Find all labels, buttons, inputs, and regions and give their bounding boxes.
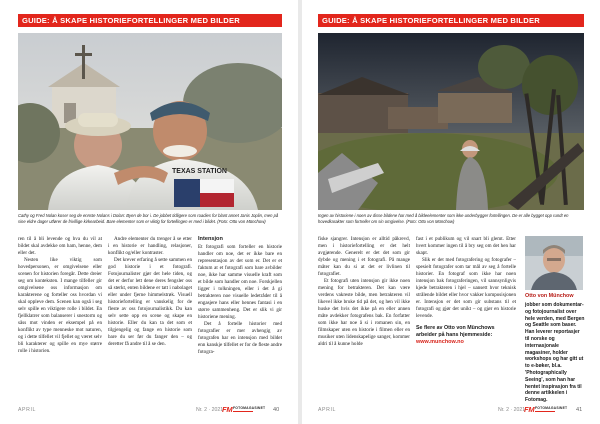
website-link[interactable]: www.munchow.no [416,339,464,345]
left-page [0,0,298,424]
author-portrait [525,236,583,290]
photo-caption: Ingen av historiene i noen av disse bildene har med å bildeelementer som ikke underbygger fortellingen. De er alle bygget opp rundt en hovedkarakter som fortreller om sin omgivelse. (Foto: Otto von Münchow) [318,213,569,224]
tornado-photo-illustration [318,33,584,210]
page-number: 41 [576,407,583,413]
article-column-2 [108,236,192,396]
photo-caption: Cathy og Fred Nolan koser seg de ennste Nolans i Dolan: Byen de bor i. De jobbet tidligere som roadies for blant annet Janis Joplin, men på sine eldre dager utfører de frivillige kirkearbeid. Bare elementer som er viktig for fortellingen er med i bildet. (Foto: Otto von Münchow) [18,213,279,224]
article-column-2 [416,236,516,396]
page-footer [318,406,584,415]
svg-text:TEXAS STATION: TEXAS STATION [172,168,227,175]
paragraph: ren til å bli levende og hva du vil at bildet skal avdekke om ham, henne, dem eller det. [18,236,102,256]
page-number: 40 [273,407,280,413]
author-bio: jobber som dokumentar- og fotojournalist over hele verden, med Bergen og Seattle som baser. Han leverer reportasjer til norske og internasjonale magasiner, holder workshops og har gitt ut to e-bøker, bl.a. 'Photographically Seeing', som han har hentet inspirasjon fra til denne artikkelen i Fotomag. [525,302,585,404]
subheading-intensjon: Intensjon [198,236,223,242]
section-header: GUIDE: Å SKAPE HISTORIEFORTELLINGER MED BILDER [318,14,584,27]
paragraph: Andre elementer du trenger å se etter i en historie er handling, relasjoner, konflikt og/eller kontraster. [108,236,192,256]
couple-photo[interactable] [18,33,282,210]
right-page [302,0,600,424]
paragraph: fiske sjangrer. Intensjon er alltid påkrevd, men i historiefortelling er det helt avgjørende. Generelt er det det som gir dybde og mening i et fotografi. På mange måter kan du si at det er livlinen til fotografiet. [318,236,410,277]
footer-month: APRIL [318,407,336,413]
paragraph: Et fotografi uten intensjon gir ikke noen mening for betrakteren. Det kan være verdens vakreste bilde, men betrakteren vil likevel ikke bruke tid på det, og hen vil ikke huske det hvis det ikke på en eller annen måte avdekker fotografens bak. En forfatter som ikke har noe å si i romanen sin, en filmskaper uten en historie i filmen eller en musiker uten lidenskapelige sanger, kommer aldri til å kunne holde [318,278,410,347]
website-tip: Se flere av Otto von Münchows arbeider på hans hjemmeside: [416,325,495,338]
paragraph: Nesten like viktig som hovedpersonen, er omgivelsene eller scenen for historien foregår. Dette dreier seg om konteksten. I mange tilfeller gir omgivelsene oss informasjon om karakterene og forteller oss hvordan vi skal oppleve dem. Scenen kan også i seg selv spille en viktigere rolle i bildet. En fjellklatrer som balanserer i snestorm og såss mot vinden er eksempel på en konflikt av type menneske mot naturen, og i dette tilfellet vil fjellet og været selv bli karakterer og spille en mye større rolle i historien. [18,257,102,354]
paragraph: Det krever erfaring å sette sammen en god historie i et fotografi. Fotojournalister gjør det hele tiden, og det er derfor lett dene deres fengsler oss så sterkt, enten bildene er tatt i nabolaget eller under fjerne himmelstrøk. Visuell historiefortelling er vanskelig for de fleste av oss fotojournalistikk. Du kan selv sette opp en scene og skape en historie. Eller du kan ta det som et tilgjengelig og fange en historie som bare du ser før du fanger den – og deretter få andre til å se den. [108,257,192,347]
footer-issue: Nr. 2 · 2021 [196,407,224,413]
fotomagasinet-logo: FM FOTOMAGASINET [222,405,266,414]
paragraph: Det å fortelle historier med fotografier er mer avhengig av fotografen har en intensjon med bildet enn kanskje tilfellet er for de fleste andre fotogra- [198,320,282,355]
paragraph: Slik er det med fotografering og fotografer – spesielt fotografer som tar mål av seg å fortelle historier. En fotograf som ikke har noen intensjon bak fotograferingen, vil sannsynligvis kjede betrakteren i hjel – uansett hvor teknisk strålende bildet eller hvor vakker komposisjonen er. Intensjon er det som gir substans til et fotografi og gjør det unikt – og gjør en historie levende. [416,257,516,319]
page-footer [18,406,282,415]
author-name: Otto von Münchow [525,293,574,299]
article-column-1 [18,236,102,396]
author-portrait-illustration [525,236,583,290]
paragraph: Et fotografi som forteller en historie handler om noe, det er ikke bare en representasjon av det som er. Det er et faktum at et fotografi som bare avbilder noe, ikke har samme visuelle kraft som et bilde som handler om noe. Forskjellen ligger i tolkningen, eller i det å gi betrakteren noe visuelle ledetråder til å engasjere hans eller hennes fantasi i en større sammenheng. Det er slik vi gir historiene mening. [198,243,282,320]
footer-issue: Nr. 2 · 2021 [498,407,526,413]
article-column-1 [318,236,410,396]
section-header: GUIDE: Å SKAPE HISTORIEFORTELLINGER MED BILDER [18,14,282,27]
tornado-photo[interactable] [318,33,584,210]
article-column-3 [198,236,282,396]
couple-photo-illustration [18,33,282,210]
fotomagasinet-logo: FM FOTOMAGASINET [524,405,568,414]
footer-month: APRIL [18,407,36,413]
paragraph: fast i et publikum og vil snart bli glemt. Etter hvert kommer ingen til å bry seg om det hen har skapt. [416,236,516,256]
